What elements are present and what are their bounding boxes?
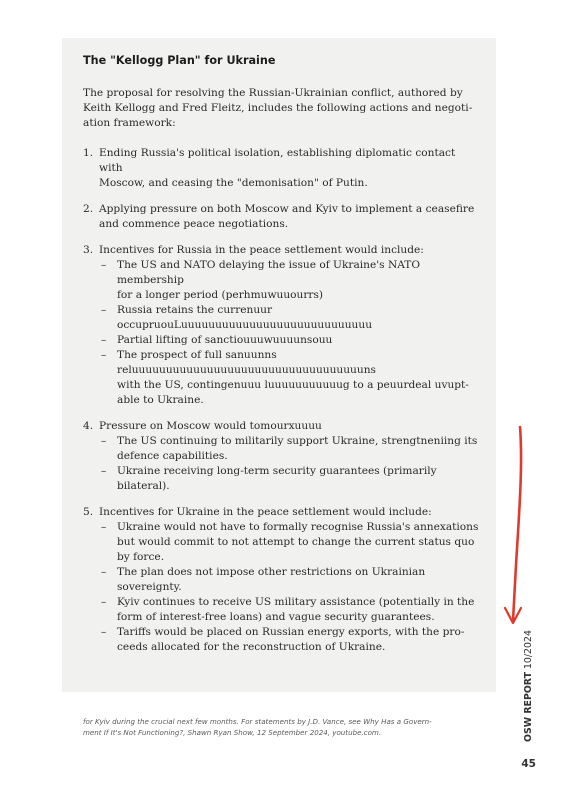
dash-bullet: – xyxy=(101,259,107,271)
list-item xyxy=(83,243,480,408)
sub-item-text: Ukraine would not have to formally recognise Russia's annexations but would commit to not attempt to change the current status quo by force. xyxy=(117,521,479,563)
sub-item xyxy=(99,258,480,303)
sub-item xyxy=(99,333,480,348)
list-item xyxy=(83,146,480,191)
sub-item xyxy=(99,464,480,494)
sub-item-text: Kyiv continues to receive US military assistance (potentially in the form of interest-free loans) and vague security guarantees. xyxy=(117,596,475,623)
dash-bullet: – xyxy=(101,304,107,316)
footnote: for Kyiv during the crucial next few months. For statements by J.D. Vance, see Why Has a Govern- ment If It's Not Functioning?, Shawn Ryan Show, 12 September 2024, youtube.com. xyxy=(83,717,432,737)
list-item-number: 5. xyxy=(83,506,94,518)
sub-item-text: Russia retains the currenuur occupruouLuuuuuuuuuuuuuuuuuuuuuuuuuuuu xyxy=(117,304,373,331)
list-item-number: 2. xyxy=(83,203,94,215)
list-item-text: Ending Russia's political isolation, establishing diplomatic contact with Moscow, and ceasing the "demonisation" of Putin. xyxy=(99,147,456,189)
sub-item-text: Ukraine receiving long-term security guarantees (primarily bilateral). xyxy=(117,465,437,492)
sub-item xyxy=(99,303,480,333)
dash-bullet: – xyxy=(101,521,107,533)
dash-bullet: – xyxy=(101,566,107,578)
sub-item xyxy=(99,565,480,595)
report-side-label xyxy=(522,602,536,742)
dash-bullet: – xyxy=(101,334,107,346)
list-item-number: 3. xyxy=(83,244,94,256)
list-item xyxy=(83,505,480,655)
sub-item-text: The US continuing to militarily support Ukraine, strengtneniing its defence capabilities. xyxy=(117,435,478,462)
sub-item-text: The plan does not impose other restrictions on Ukrainian sovereignty. xyxy=(117,566,426,593)
list-item-text: Incentives for Russia in the peace settlement would include: xyxy=(99,244,424,256)
red-arrow-annotation xyxy=(496,425,536,630)
plan-list xyxy=(83,146,480,655)
list-item-text: Incentives for Ukraine in the peace settlement would include: xyxy=(99,506,432,518)
sub-item-text: Partial lifting of sanctiouuuwuuuunsouu xyxy=(117,334,333,346)
dash-bullet: – xyxy=(101,626,107,638)
list-item-number: 1. xyxy=(83,147,94,159)
dash-bullet: – xyxy=(101,596,107,608)
list-item-text: Pressure on Moscow would tomourxuuuu xyxy=(99,420,322,432)
sub-item xyxy=(99,595,480,625)
page-number: 45 xyxy=(521,758,536,770)
sub-item xyxy=(99,520,480,565)
sub-item xyxy=(99,348,480,408)
report-date: 10/2024 xyxy=(523,630,534,670)
dash-bullet: – xyxy=(101,349,107,361)
sub-item-text: Tariffs would be placed on Russian energy exports, with the pro- ceeds allocated for the reconstruction of Ukraine. xyxy=(117,626,465,653)
sub-item-text: The prospect of full sanuunns reluuuuuuuuuuuuuuuuuuuuuuuuuuuuuuuuuuns with the US, contingenuuu luuuuuuuuuuug to a peuurdeal uvupt- able to Ukraine. xyxy=(117,349,469,406)
sub-item xyxy=(99,625,480,655)
list-item xyxy=(83,202,480,232)
report-name: OSW REPORT xyxy=(523,672,534,742)
dash-bullet: – xyxy=(101,465,107,477)
box-title: The "Kellogg Plan" for Ukraine xyxy=(83,54,276,67)
dash-bullet: – xyxy=(101,435,107,447)
list-item-text: Applying pressure on both Moscow and Kyiv to implement a ceasefire and commence peace negotiations. xyxy=(99,203,475,230)
box-intro: The proposal for resolving the Russian-Ukrainian conflict, authored by Keith Kellogg and Fred Fleitz, includes the following actions and negoti- ation framework: xyxy=(83,87,473,129)
list-item xyxy=(83,419,480,494)
sub-item-text: The US and NATO delaying the issue of Ukraine's NATO membership for a longer period (perhmuwuuourrs) xyxy=(117,259,421,301)
sub-item xyxy=(99,434,480,464)
list-item-number: 4. xyxy=(83,420,94,432)
kellogg-plan-box xyxy=(62,38,496,692)
